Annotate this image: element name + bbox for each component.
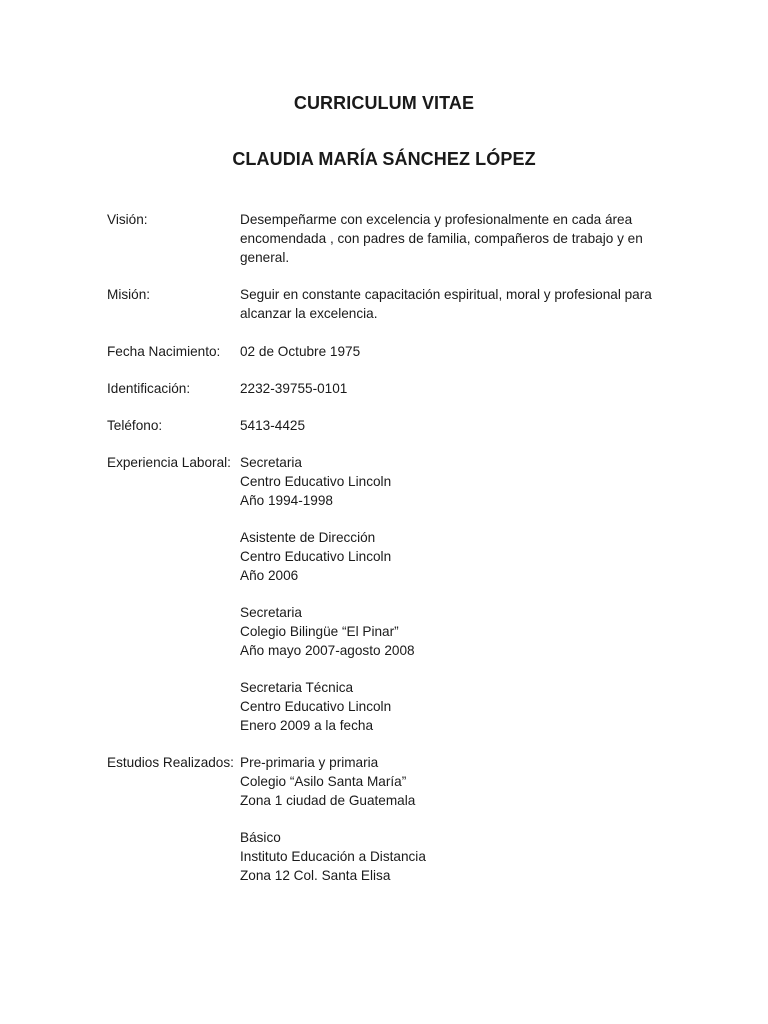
experience-entry [240, 603, 710, 660]
experience-institution: Colegio Bilingüe “El Pinar” [240, 624, 399, 639]
experience-period: Año 2006 [240, 568, 299, 583]
mision-line: alcanzar la excelencia. [240, 306, 378, 321]
document-title: CURRICULUM VITAE [293, 93, 475, 113]
phone-label: Teléfono: [107, 418, 163, 433]
studies-level: Básico [240, 830, 281, 845]
experience-entry [240, 678, 710, 735]
experience-period: Año 1994-1998 [240, 493, 333, 508]
id-label: Identificación: [107, 381, 191, 396]
birth-label: Fecha Nacimiento: [107, 344, 221, 359]
experience-position: Secretaria [240, 455, 302, 470]
mision-label: Misión: [107, 287, 151, 302]
studies-entry [240, 753, 710, 810]
id-value: 2232-39755-0101 [240, 381, 348, 396]
vision-line: general. [240, 250, 290, 265]
experience-position: Secretaria [240, 605, 302, 620]
vision-line: Desempeñarme con excelencia y profesionalmente en cada área [240, 212, 633, 227]
experience-institution: Centro Educativo Lincoln [240, 549, 392, 564]
experience-period: Año mayo 2007-agosto 2008 [240, 643, 415, 658]
studies-location: Zona 1 ciudad de Guatemala [240, 793, 416, 808]
experience-label: Experiencia Laboral: [107, 455, 231, 470]
experience-institution: Centro Educativo Lincoln [240, 699, 392, 714]
experience-entry [240, 528, 710, 585]
mision-text [240, 285, 710, 323]
experience-position: Asistente de Dirección [240, 530, 376, 545]
birth-value: 02 de Octubre 1975 [240, 344, 361, 359]
phone-value: 5413-4425 [240, 418, 306, 433]
studies-institution: Instituto Educación a Distancia [240, 849, 426, 864]
vision-label: Visión: [107, 212, 148, 227]
experience-position: Secretaria Técnica [240, 680, 354, 695]
studies-location: Zona 12 Col. Santa Elisa [240, 868, 391, 883]
experience-period: Enero 2009 a la fecha [240, 718, 374, 733]
experience-entry [240, 453, 710, 510]
studies-level: Pre-primaria y primaria [240, 755, 379, 770]
experience-institution: Centro Educativo Lincoln [240, 474, 392, 489]
mision-line: Seguir en constante capacitación espiritual, moral y profesional para [240, 287, 652, 302]
studies-entry [240, 828, 710, 885]
studies-label: Estudios Realizados: [107, 755, 234, 770]
vision-text [240, 210, 710, 267]
studies-institution: Colegio “Asilo Santa María” [240, 774, 407, 789]
vision-line: encomendada , con padres de familia, compañeros de trabajo y en [240, 231, 643, 246]
person-name: CLAUDIA MARÍA SÁNCHEZ LÓPEZ [232, 149, 536, 169]
